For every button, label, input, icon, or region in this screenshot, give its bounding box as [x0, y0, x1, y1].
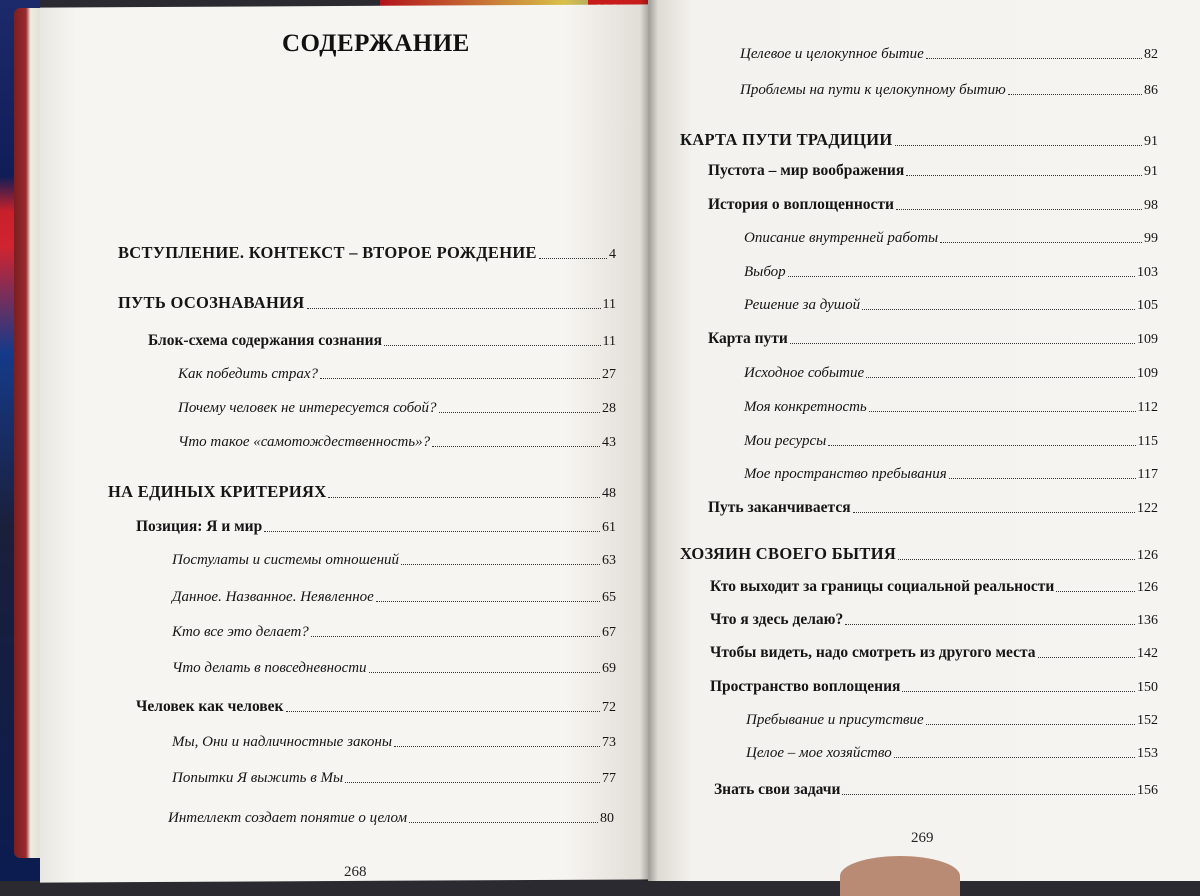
thumb — [840, 856, 960, 896]
toc-entry-page: 156 — [1137, 783, 1158, 798]
toc-leader-dots — [853, 511, 1135, 513]
toc-leader-dots — [866, 376, 1135, 378]
toc-entry — [746, 712, 1158, 729]
toc-entry-title: Что такое «самотождественность»? — [178, 434, 431, 450]
toc-entry — [744, 230, 1158, 247]
toc-entry-page: 28 — [602, 401, 616, 416]
toc-entry-page: 86 — [1144, 83, 1158, 98]
toc-entry-title: Путь заканчивается — [708, 499, 851, 516]
toc-entry-page: 115 — [1137, 434, 1158, 449]
toc-entry-title: Исходное событие — [744, 365, 865, 381]
toc-entry-page: 77 — [602, 771, 616, 786]
toc-entry-title: Чтобы видеть, надо смотреть из другого места — [710, 644, 1036, 661]
toc-entry-title: История о воплощенности — [708, 196, 894, 213]
toc-entry-title: Пустота – мир воображения — [708, 162, 905, 179]
toc-leader-dots — [307, 307, 601, 309]
toc-entry-page: 152 — [1137, 713, 1158, 728]
toc-entry — [708, 162, 1158, 180]
toc-entry-title: Что я здесь делаю? — [710, 611, 844, 628]
toc-entry-page: 109 — [1137, 332, 1158, 347]
toc-entry — [714, 781, 1158, 799]
toc-leader-dots — [906, 174, 1142, 176]
toc-leader-dots — [401, 563, 600, 565]
toc-entry-page: 91 — [1144, 164, 1158, 179]
toc-entry-title: Описание внутренней работы — [744, 230, 939, 246]
toc-leader-dots — [1056, 590, 1135, 592]
toc-entry-page: 72 — [602, 700, 616, 715]
toc-entry-page: 65 — [602, 590, 616, 605]
toc-leader-dots — [328, 496, 600, 498]
toc-leader-dots — [788, 275, 1135, 277]
toc-entry — [744, 466, 1158, 483]
toc-leader-dots — [790, 342, 1135, 344]
toc-entry-title: НА ЕДИНЫХ КРИТЕРИЯХ — [108, 482, 327, 501]
toc-entry-title: Выбор — [744, 264, 786, 280]
toc-entry-page: 67 — [602, 625, 616, 640]
toc-entry-title: Пространство воплощения — [710, 678, 901, 695]
toc-entry-page: 80 — [600, 811, 614, 826]
toc-entry — [172, 552, 616, 569]
toc-leader-dots — [862, 308, 1135, 310]
toc-leader-dots — [1038, 656, 1135, 658]
toc-entry-page: 4 — [609, 247, 616, 262]
toc-entry — [168, 810, 614, 827]
toc-leader-dots — [311, 635, 600, 637]
toc-leader-dots — [264, 530, 600, 532]
toc-leader-dots — [384, 344, 601, 346]
toc-entry-title: Мое пространство пребывания — [744, 466, 947, 482]
toc-entry-page: 73 — [602, 735, 616, 750]
toc-entry-page: 63 — [602, 553, 616, 568]
toc-entry-page: 117 — [1137, 467, 1158, 482]
toc-entry — [744, 399, 1158, 416]
toc-leader-dots — [376, 600, 600, 602]
toc-leader-dots — [895, 144, 1142, 146]
toc-entry-title: Что делать в повседневности — [172, 660, 367, 676]
toc-entry-title: Попытки Я выжить в Мы — [172, 770, 344, 786]
toc-entry — [178, 400, 616, 417]
toc-entry-page: 98 — [1144, 198, 1158, 213]
toc-entry-title: Пребывание и присутствие — [746, 712, 924, 728]
toc-entry — [172, 589, 616, 606]
toc-entry — [744, 433, 1158, 450]
toc-entry — [136, 518, 616, 536]
toc-entry-page: 11 — [602, 334, 616, 349]
toc-entry — [746, 745, 1158, 762]
toc-entry — [172, 770, 616, 787]
toc-entry-title: ПУТЬ ОСОЗНАВАНИЯ — [118, 293, 305, 312]
toc-leader-dots — [902, 690, 1135, 692]
toc-entry — [172, 624, 616, 641]
toc-entry — [172, 734, 616, 751]
toc-entry-title: Мы, Они и надличностные законы — [172, 734, 392, 750]
toc-entry-page: 11 — [602, 297, 616, 312]
toc-entry — [118, 293, 616, 313]
toc-entry-page: 126 — [1137, 548, 1158, 563]
toc-leader-dots — [1008, 93, 1142, 95]
toc-leader-dots — [394, 745, 600, 747]
toc-entry-page: 122 — [1137, 501, 1158, 516]
toc-entry-title: Моя конкретность — [744, 399, 867, 415]
toc-entry-title: Позиция: Я и мир — [136, 518, 263, 535]
toc-leader-dots — [894, 756, 1135, 758]
toc-entry-title: Интеллект создает понятие о целом — [168, 810, 408, 826]
toc-entry-page: 136 — [1137, 613, 1158, 628]
toc-entry-page: 99 — [1144, 231, 1158, 246]
toc-entry-page: 142 — [1137, 646, 1158, 661]
toc-leader-dots — [432, 445, 600, 447]
toc-entry — [148, 332, 616, 350]
toc-entry-page: 27 — [602, 367, 616, 382]
toc-entry-title: Почему человек не интересуется собой? — [178, 400, 437, 416]
toc-leader-dots — [869, 410, 1136, 412]
toc-entry-title: Мои ресурсы — [744, 433, 827, 449]
toc-entry-page: 103 — [1137, 265, 1158, 280]
toc-entry-page: 48 — [602, 486, 616, 501]
toc-entry-title: Знать свои задачи — [714, 781, 841, 798]
toc-entry-page: 150 — [1137, 680, 1158, 695]
toc-leader-dots — [539, 257, 607, 259]
toc-leader-dots — [949, 477, 1136, 479]
toc-leader-dots — [369, 671, 600, 673]
toc-entry — [178, 434, 616, 451]
toc-leader-dots — [926, 57, 1142, 59]
toc-entry-page: 112 — [1137, 400, 1158, 415]
book-gutter — [640, 0, 658, 881]
toc-entry-page: 153 — [1137, 746, 1158, 761]
toc-entry-title: Данное. Названное. Неявленное — [172, 589, 374, 605]
toc-entry-page: 82 — [1144, 47, 1158, 62]
toc-entry-page: 109 — [1137, 366, 1158, 381]
toc-entry — [744, 365, 1158, 382]
toc-leader-dots — [439, 411, 600, 413]
toc-entry — [708, 330, 1158, 348]
toc-entry — [740, 82, 1158, 99]
toc-leader-dots — [286, 710, 601, 712]
toc-entry-title: Кто выходит за границы социальной реальности — [710, 578, 1055, 595]
toc-entry — [708, 499, 1158, 517]
toc-leader-dots — [896, 208, 1142, 210]
toc-entry-title: Целое – мое хозяйство — [746, 745, 892, 761]
toc-entry-page: 43 — [602, 435, 616, 450]
toc-entry-title: Кто все это делает? — [172, 624, 309, 640]
toc-entry — [118, 243, 616, 263]
toc-entry — [680, 130, 1158, 150]
toc-entry-title: Как победить страх? — [178, 366, 319, 382]
toc-entry — [710, 611, 1158, 629]
toc-entry — [178, 366, 616, 383]
toc-leader-dots — [845, 623, 1135, 625]
toc-entry — [108, 482, 616, 502]
toc-entry-title: Проблемы на пути к целокупному бытию — [740, 82, 1006, 98]
toc-entry-title: Решение за душой — [744, 297, 861, 313]
toc-entry-page: 61 — [602, 520, 616, 535]
toc-entry — [744, 264, 1158, 281]
toc-leader-dots — [320, 377, 600, 379]
toc-leader-dots — [940, 241, 1142, 243]
toc-entry — [744, 297, 1158, 314]
toc-entry — [708, 196, 1158, 214]
toc-leader-dots — [926, 723, 1135, 725]
toc-entry-title: Блок-схема содержания сознания — [148, 332, 382, 349]
toc-entry — [710, 678, 1158, 696]
toc-entry-page: 91 — [1144, 134, 1158, 149]
toc-entry — [740, 46, 1158, 63]
toc-entry-page: 126 — [1137, 580, 1158, 595]
right-page-number: 269 — [911, 830, 934, 846]
toc-entry-title: ВСТУПЛЕНИЕ. КОНТЕКСТ – ВТОРОЕ РОЖДЕНИЕ — [118, 243, 537, 262]
toc-leader-dots — [345, 781, 600, 783]
toc-entry-page: 69 — [602, 661, 616, 676]
toc-entry-title: Карта пути — [708, 330, 788, 347]
toc-entry-title: КАРТА ПУТИ ТРАДИЦИИ — [680, 130, 893, 149]
toc-entry — [710, 644, 1158, 662]
toc-entry-title: ХОЗЯИН СВОЕГО БЫТИЯ — [680, 544, 897, 563]
toc-entry — [136, 698, 616, 716]
toc-entry — [680, 544, 1158, 564]
left-page-number: 268 — [344, 864, 367, 880]
toc-leader-dots — [828, 444, 1135, 446]
toc-entry — [172, 660, 616, 677]
toc-leader-dots — [409, 821, 598, 823]
toc-leader-dots — [898, 558, 1135, 560]
toc-heading: СОДЕРЖАНИЕ — [282, 30, 470, 57]
toc-entry — [710, 578, 1158, 596]
toc-entry-title: Человек как человек — [136, 698, 284, 715]
toc-entry-title: Целевое и целокупное бытие — [740, 46, 924, 62]
toc-entry-title: Постулаты и системы отношений — [172, 552, 400, 568]
toc-leader-dots — [842, 793, 1135, 795]
toc-entry-page: 105 — [1137, 298, 1158, 313]
